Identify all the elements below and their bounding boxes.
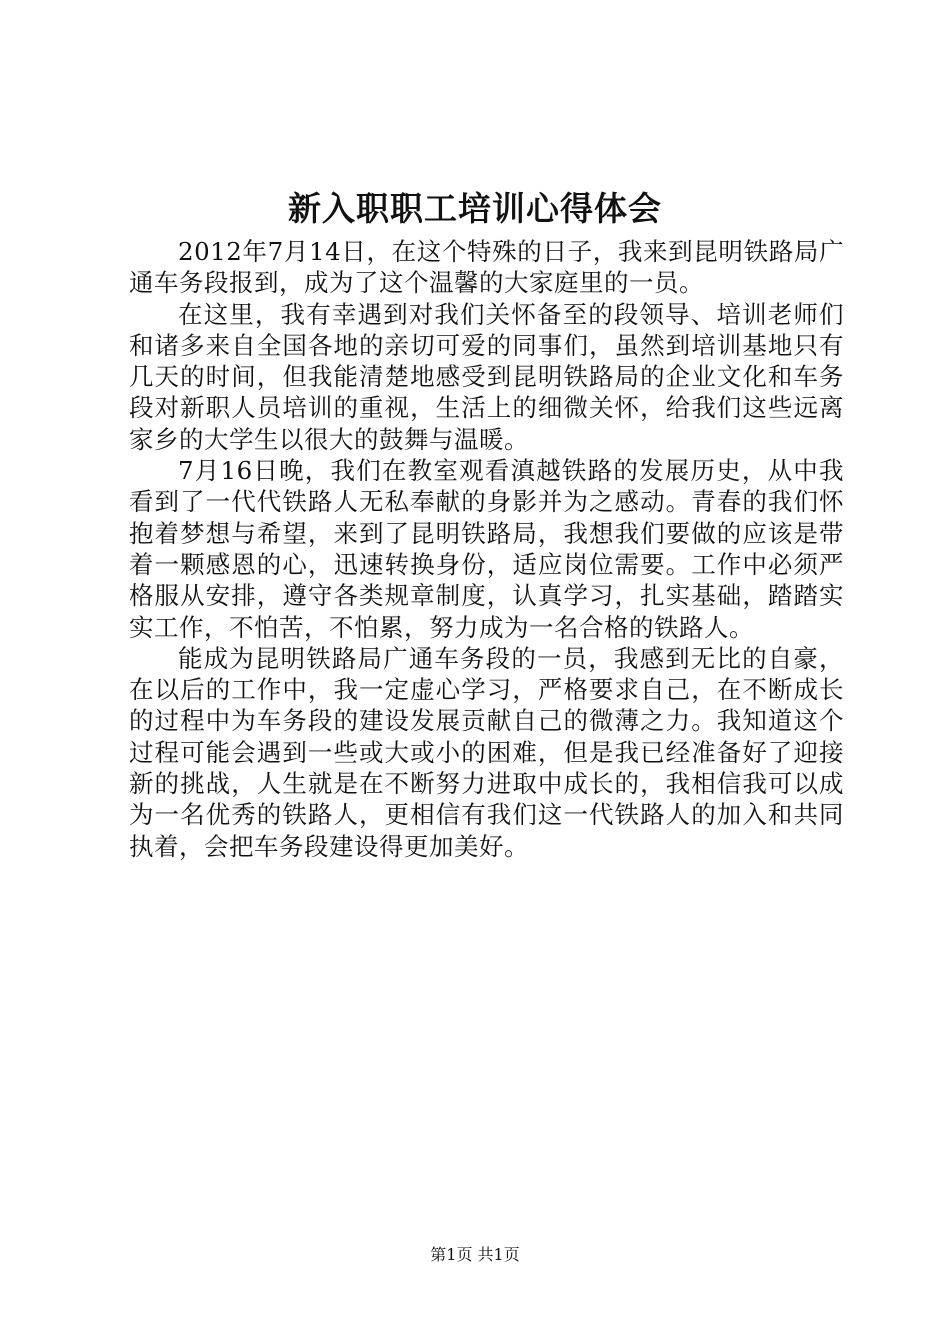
paragraph-3: 7月16日晚，我们在教室观看滇越铁路的发展历史，从中我看到了一代代铁路人无私奉献的身影并为之感动。青春的我们怀抱着梦想与希望，来到了昆明铁路局，我想我们要做的应该是带着一颗感恩的心，迅速转换身份，适应岗位需要。工作中必须严格服从安排，遵守各类规章制度，认真学习，扎实基础，踏踏实实工作，不怕苦，不怕累，努力成为一名合格的铁路人。 [129,456,844,642]
document-body [129,236,844,862]
paragraph-4: 能成为昆明铁路局广通车务段的一员，我感到无比的自豪，在以后的工作中，我一定虚心学习，严格要求自己，在不断成长的过程中为车务段的建设发展贡献自己的微薄之力。我知道这个过程可能会遇到一些或大或小的困难，但是我已经准备好了迎接新的挑战，人生就是在不断努力进取中成长的，我相信我可以成为一名优秀的铁路人，更相信有我们这一代铁路人的加入和共同执着，会把车务段建设得更加美好。 [129,643,844,861]
paragraph-2: 在这里，我有幸遇到对我们关怀备至的段领导、培训老师们和诸多来自全国各地的亲切可爱的同事们，虽然到培训基地只有几天的时间，但我能清楚地感受到昆明铁路局的企业文化和车务段对新职人员培训的重视，生活上的细微关怀，给我们这些远离家乡的大学生以很大的鼓舞与温暖。 [129,299,844,454]
page-footer: 第1页 共1页 [430,1245,520,1264]
document-title: 新入职职工培训心得体会 [288,189,662,228]
paragraph-1: 2012年7月14日，在这个特殊的日子，我来到昆明铁路局广通车务段报到，成为了这个温馨的大家庭里的一员。 [129,237,844,298]
